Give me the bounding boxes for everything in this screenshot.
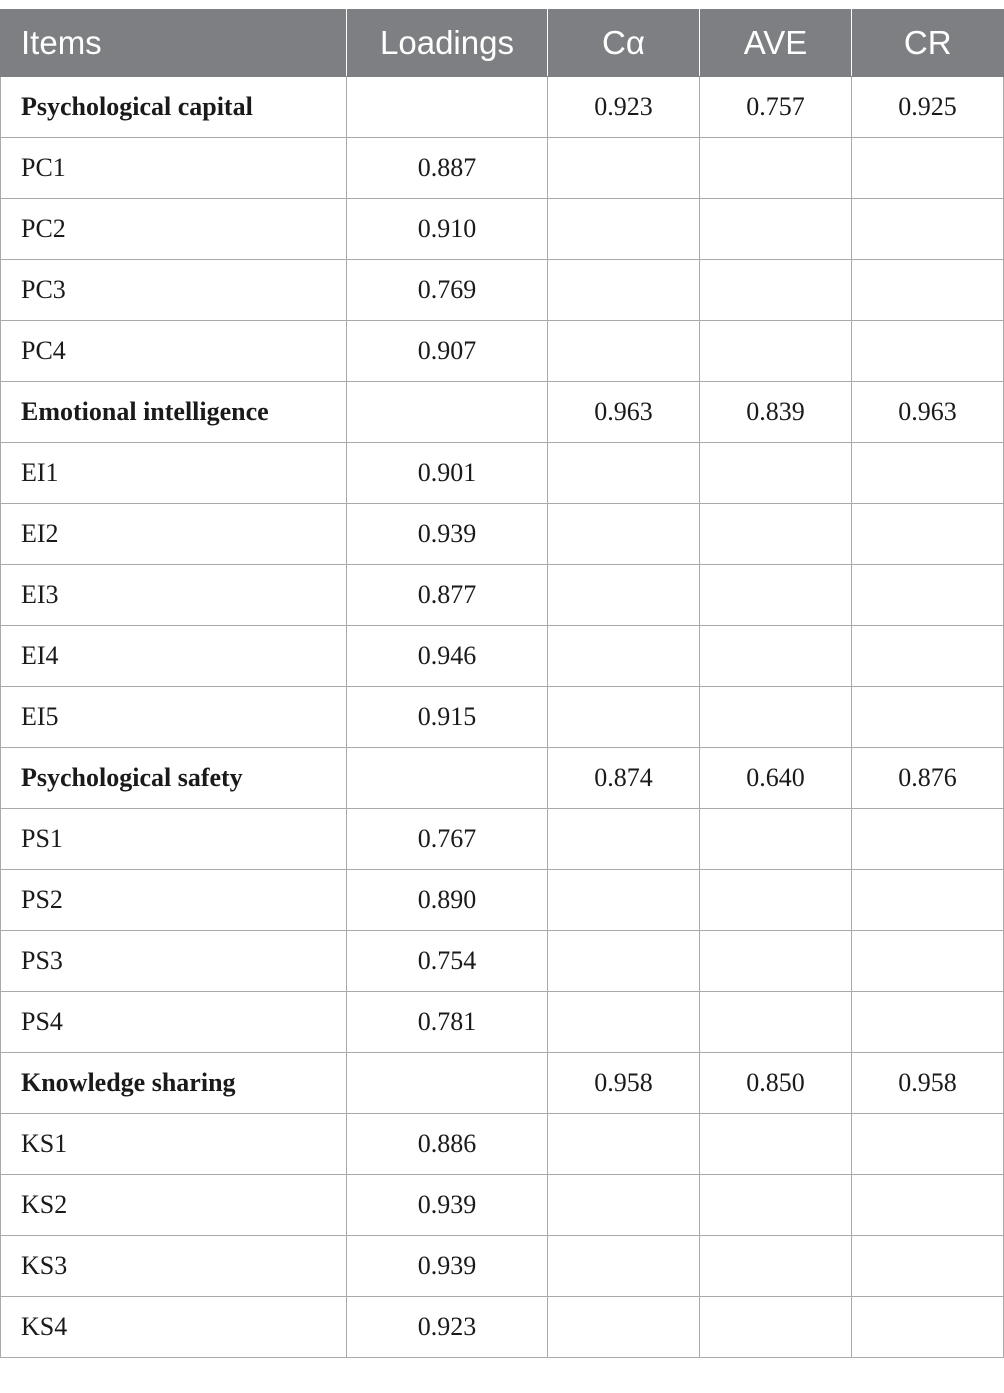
cell-cr: 0.925 bbox=[852, 77, 1004, 138]
cell-cronbach-alpha bbox=[548, 687, 700, 748]
cell-loading: 0.915 bbox=[347, 687, 548, 748]
table-row bbox=[1, 443, 1004, 504]
table-row bbox=[1, 992, 1004, 1053]
cell-loading: 0.939 bbox=[347, 504, 548, 565]
header-row bbox=[1, 9, 1004, 77]
cell-ave bbox=[700, 321, 852, 382]
cell-cr bbox=[852, 1236, 1004, 1297]
cell-ave bbox=[700, 992, 852, 1053]
cell-ave bbox=[700, 870, 852, 931]
cell-item: PC3 bbox=[1, 260, 347, 321]
cell-item: Psychological safety bbox=[1, 748, 347, 809]
cell-cronbach-alpha bbox=[548, 260, 700, 321]
cell-cr: 0.963 bbox=[852, 382, 1004, 443]
cell-cronbach-alpha bbox=[548, 199, 700, 260]
cell-item: PC2 bbox=[1, 199, 347, 260]
cell-ave: 0.757 bbox=[700, 77, 852, 138]
cell-loading: 0.901 bbox=[347, 443, 548, 504]
cell-cronbach-alpha bbox=[548, 992, 700, 1053]
cell-cr bbox=[852, 626, 1004, 687]
cell-item: EI1 bbox=[1, 443, 347, 504]
cell-cr bbox=[852, 504, 1004, 565]
cell-cr bbox=[852, 565, 1004, 626]
cell-cronbach-alpha: 0.963 bbox=[548, 382, 700, 443]
cell-loading: 0.946 bbox=[347, 626, 548, 687]
cell-loading: 0.767 bbox=[347, 809, 548, 870]
cell-ave bbox=[700, 809, 852, 870]
cell-item: KS2 bbox=[1, 1175, 347, 1236]
cell-cr bbox=[852, 931, 1004, 992]
header-cr: CR bbox=[852, 9, 1004, 77]
cell-cr bbox=[852, 199, 1004, 260]
cell-loading bbox=[347, 77, 548, 138]
cell-cronbach-alpha bbox=[548, 1297, 700, 1358]
cell-ave bbox=[700, 260, 852, 321]
cell-cronbach-alpha bbox=[548, 1236, 700, 1297]
cell-item: PS1 bbox=[1, 809, 347, 870]
header-ave: AVE bbox=[700, 9, 852, 77]
table-row bbox=[1, 138, 1004, 199]
cell-cronbach-alpha bbox=[548, 626, 700, 687]
cell-cronbach-alpha: 0.923 bbox=[548, 77, 700, 138]
cell-item: PS2 bbox=[1, 870, 347, 931]
cell-cronbach-alpha bbox=[548, 138, 700, 199]
cell-cronbach-alpha: 0.874 bbox=[548, 748, 700, 809]
table-row bbox=[1, 1297, 1004, 1358]
header-items: Items bbox=[1, 9, 347, 77]
cell-item: PC4 bbox=[1, 321, 347, 382]
cell-loading: 0.769 bbox=[347, 260, 548, 321]
cell-loading: 0.877 bbox=[347, 565, 548, 626]
table-row bbox=[1, 931, 1004, 992]
cell-ave: 0.640 bbox=[700, 748, 852, 809]
cell-item: KS3 bbox=[1, 1236, 347, 1297]
cell-item: EI5 bbox=[1, 687, 347, 748]
header-cronbach-alpha: Cα bbox=[548, 9, 700, 77]
cell-cr bbox=[852, 870, 1004, 931]
cell-item: Emotional intelligence bbox=[1, 382, 347, 443]
cell-loading: 0.907 bbox=[347, 321, 548, 382]
cell-loading: 0.890 bbox=[347, 870, 548, 931]
cell-ave bbox=[700, 1236, 852, 1297]
cell-cronbach-alpha bbox=[548, 504, 700, 565]
cell-cronbach-alpha: 0.958 bbox=[548, 1053, 700, 1114]
cell-cr bbox=[852, 321, 1004, 382]
cell-item: PS4 bbox=[1, 992, 347, 1053]
cell-cronbach-alpha bbox=[548, 931, 700, 992]
table-row bbox=[1, 199, 1004, 260]
results-table bbox=[0, 9, 1004, 1358]
cell-loading: 0.754 bbox=[347, 931, 548, 992]
cell-ave bbox=[700, 626, 852, 687]
cell-loading: 0.910 bbox=[347, 199, 548, 260]
cell-item: Knowledge sharing bbox=[1, 1053, 347, 1114]
cell-item: EI3 bbox=[1, 565, 347, 626]
header-loadings: Loadings bbox=[347, 9, 548, 77]
cell-loading: 0.923 bbox=[347, 1297, 548, 1358]
cell-cr bbox=[852, 138, 1004, 199]
cell-ave bbox=[700, 443, 852, 504]
cell-ave bbox=[700, 1114, 852, 1175]
table-row bbox=[1, 504, 1004, 565]
table-row-construct bbox=[1, 77, 1004, 138]
cell-cronbach-alpha bbox=[548, 809, 700, 870]
cell-ave bbox=[700, 931, 852, 992]
cell-item: EI2 bbox=[1, 504, 347, 565]
table-body bbox=[1, 77, 1004, 1358]
cell-item: EI4 bbox=[1, 626, 347, 687]
table-row bbox=[1, 1236, 1004, 1297]
table-row bbox=[1, 1175, 1004, 1236]
cell-cr bbox=[852, 809, 1004, 870]
cell-ave bbox=[700, 687, 852, 748]
table-row-construct bbox=[1, 1053, 1004, 1114]
cell-cr bbox=[852, 1175, 1004, 1236]
cell-cr bbox=[852, 687, 1004, 748]
table-row-construct bbox=[1, 748, 1004, 809]
cell-ave bbox=[700, 504, 852, 565]
cell-ave bbox=[700, 565, 852, 626]
table-row bbox=[1, 565, 1004, 626]
cell-ave bbox=[700, 1175, 852, 1236]
cell-cronbach-alpha bbox=[548, 443, 700, 504]
cell-item: Psychological capital bbox=[1, 77, 347, 138]
table-row bbox=[1, 626, 1004, 687]
cell-loading: 0.939 bbox=[347, 1175, 548, 1236]
table-row bbox=[1, 1114, 1004, 1175]
table-row bbox=[1, 321, 1004, 382]
cell-loading bbox=[347, 748, 548, 809]
cell-ave: 0.850 bbox=[700, 1053, 852, 1114]
cell-ave bbox=[700, 199, 852, 260]
cell-cr bbox=[852, 1114, 1004, 1175]
cell-cronbach-alpha bbox=[548, 321, 700, 382]
cell-cronbach-alpha bbox=[548, 1175, 700, 1236]
cell-ave bbox=[700, 1297, 852, 1358]
cell-loading: 0.781 bbox=[347, 992, 548, 1053]
cell-cronbach-alpha bbox=[548, 1114, 700, 1175]
cell-loading bbox=[347, 1053, 548, 1114]
cell-ave: 0.839 bbox=[700, 382, 852, 443]
cell-loading: 0.939 bbox=[347, 1236, 548, 1297]
cell-loading: 0.886 bbox=[347, 1114, 548, 1175]
table-row-construct bbox=[1, 382, 1004, 443]
cell-item: PS3 bbox=[1, 931, 347, 992]
cell-cr bbox=[852, 443, 1004, 504]
cell-cronbach-alpha bbox=[548, 565, 700, 626]
cell-item: KS4 bbox=[1, 1297, 347, 1358]
table-row bbox=[1, 809, 1004, 870]
cell-loading: 0.887 bbox=[347, 138, 548, 199]
cell-ave bbox=[700, 138, 852, 199]
cell-item: KS1 bbox=[1, 1114, 347, 1175]
cell-cr: 0.876 bbox=[852, 748, 1004, 809]
cell-cr bbox=[852, 260, 1004, 321]
table-row bbox=[1, 870, 1004, 931]
cell-loading bbox=[347, 382, 548, 443]
cell-cr bbox=[852, 1297, 1004, 1358]
cell-cr: 0.958 bbox=[852, 1053, 1004, 1114]
table-row bbox=[1, 687, 1004, 748]
cell-cronbach-alpha bbox=[548, 870, 700, 931]
cell-item: PC1 bbox=[1, 138, 347, 199]
cell-cr bbox=[852, 992, 1004, 1053]
table-row bbox=[1, 260, 1004, 321]
table-header bbox=[1, 9, 1004, 77]
